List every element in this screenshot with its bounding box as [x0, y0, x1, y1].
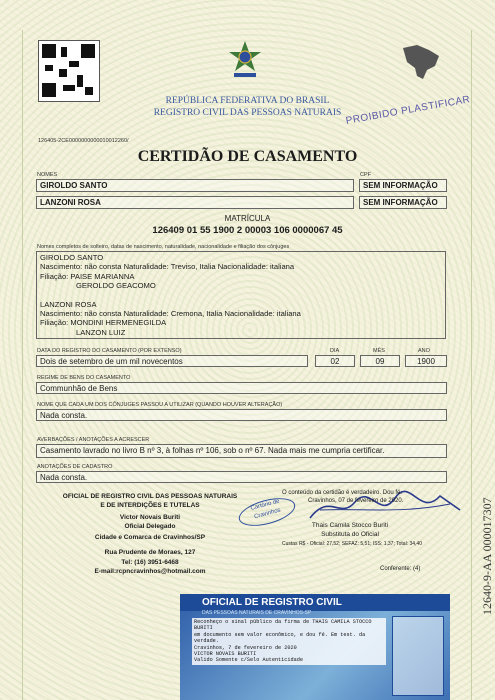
mes-label: MÊS [373, 348, 385, 354]
seal-hologram [392, 616, 444, 696]
filiation-line: Filiação: PAISE MARIANNA [40, 271, 135, 281]
filiation-box [36, 251, 446, 339]
office-line: E DE INTERDIÇÕES E TUTELAS [100, 502, 200, 509]
notary-name: Thais Camila Stocco Buriti [311, 522, 389, 529]
seal-line: Reconheço o sinal público da firma de THAIS CAMILA STOCCO BURITI [194, 619, 372, 632]
averbacoes-label: AVERBAÇÕES / ANOTAÇÕES A ACRESCER [37, 437, 150, 443]
custas: Custas R$ - Oficial: 27,52; SEFAZ: 5,51; ISS: 1,37; Total: 34,40 [282, 541, 422, 547]
dia-label: DIA [330, 348, 340, 354]
header-registry: REGISTRO CIVIL DAS PESSOAS NATURAIS [153, 108, 342, 118]
names-label: NOMES [37, 172, 58, 178]
spouse1-name: GIROLDO SANTO [36, 179, 354, 192]
brazil-coat-of-arms-icon [228, 40, 262, 82]
side-number: 12640-9-AA 000017307 [480, 497, 494, 615]
matricula-label: MATRÍCULA [224, 214, 271, 223]
qr-code [38, 40, 100, 102]
officer-role: Oficial Delegado [124, 523, 176, 530]
seal-line: VICTOR NOVAIS BURITI [194, 651, 257, 658]
filiation-line: Filiação: MONDINI HERMENEGILDA [40, 318, 167, 328]
regime-value: Communhão de Bens [36, 382, 447, 394]
registro-label: DATA DO REGISTRO DO CASAMENTO (POR EXTENSO) [37, 348, 182, 354]
cadastro-value: Nada consta. [36, 471, 447, 483]
averbacoes-value: Casamento lavrado no livro B nº 3, à folhas nº 106, sob o nº 67. Nada mais me cumpria certificar. [36, 444, 447, 458]
office-title [50, 492, 250, 510]
filiation-line: Nascimento: não consta Naturalidade: Cremona, Italia Nacionalidade: italiana [40, 309, 301, 319]
office-line: OFICIAL DE REGISTRO CIVIL DAS PESSOAS NATURAIS [62, 493, 238, 500]
seal-line: Valido Somente c/Selo Autenticidade [194, 657, 303, 664]
spouse1-cpf: SEM INFORMAÇÃO [359, 179, 447, 192]
notary-role: Substituta do Oficial [321, 531, 379, 538]
seal-line: em documento sem valor econômico, e dou fé. Em test. da [194, 631, 366, 638]
no-laminate-stamp: PROIBIDO PLASTIFICAR [345, 94, 472, 127]
ano-label: ANO [418, 348, 430, 354]
registro-date-text: Dois de setembro de um mil novecentos [36, 355, 308, 367]
registro-day: 02 [315, 355, 355, 367]
notary-attest: O conteúdo da certidão é verdadeiro. Dou fé. [282, 490, 403, 496]
registro-month: 09 [360, 355, 400, 367]
nome-conjuge-value: Nada consta. [36, 409, 447, 421]
spouse2-cpf: SEM INFORMAÇÃO [359, 196, 447, 209]
filiation-line: GEROLDO GEACOMO [76, 281, 156, 291]
cadastro-label: ANOTAÇÕES DE CADASTRO [37, 464, 113, 470]
notary-block [270, 490, 403, 505]
filiation-line: LANZON LUIZ [76, 327, 126, 337]
seal-text [192, 618, 386, 665]
filiation-line [40, 291, 442, 300]
seal-title: OFICIAL DE REGISTRO CIVIL [180, 594, 450, 611]
notary-signer [290, 521, 410, 539]
conferente: Conferente: (4) [380, 566, 421, 572]
filiation-line: LANZONI ROSA [40, 299, 97, 309]
filiation-line: Nascimento: não consta Naturalidade: Treviso, Italia Nacionalidade: italiana [40, 262, 295, 272]
page-title: CERTIDÃO DE CASAMENTO [137, 148, 358, 165]
office-email: E-mail:rcpncravinhos@hotmail.com [94, 568, 206, 575]
office-officer [95, 513, 205, 531]
office-address: Rua Prudente de Moraes, 127 [104, 549, 196, 556]
registro-year: 1900 [405, 355, 447, 367]
office-phone: Tel: (16) 3951-6468 [121, 558, 179, 566]
brazil-map-icon [395, 42, 445, 82]
officer-name: Victor Novais Buriti [119, 514, 181, 521]
filiation-label: Nomes completos de solteiro, datas de nascimento, naturalidade, nacionalidade e filiação dos cônjuges [37, 244, 290, 250]
matricula-number: 126409 01 55 1900 2 00003 106 0000067 45 [152, 225, 343, 236]
cpf-label: CPF [360, 172, 371, 178]
seal-line: verdade. [194, 638, 219, 645]
filiation-line: GIROLDO SANTO [40, 253, 104, 262]
header-republic: REPÚBLICA FEDERATIVA DO BRASIL [165, 96, 330, 106]
notary-date: Cravinhos, 07 de fevereiro de 2020. [308, 497, 404, 504]
qr-caption: 126405-2CE0000000000010012260/ [38, 138, 129, 144]
regime-label: REGIME DE BENS DO CASAMENTO [37, 375, 131, 381]
seal-line: Cravinhos, 7 de fevereiro de 2020 [194, 644, 297, 651]
office-contact [70, 548, 230, 577]
office-city: Cidade e Comarca de Cravinhos/SP [94, 534, 206, 541]
nome-conjuge-label: NOME QUE CADA UM DOS CÔNJUGES PASSOU A UTILIZAR (QUANDO HOUVER ALTERAÇÃO) [37, 402, 283, 408]
cartorio-stamp: Cartório de Cravinhos [236, 493, 298, 531]
spouse2-name: LANZONI ROSA [36, 196, 354, 209]
seal-subtitle: DAS PESSOAS NATURAIS DE CRAVINHOS-SP [202, 610, 312, 616]
authenticity-seal [180, 594, 450, 700]
